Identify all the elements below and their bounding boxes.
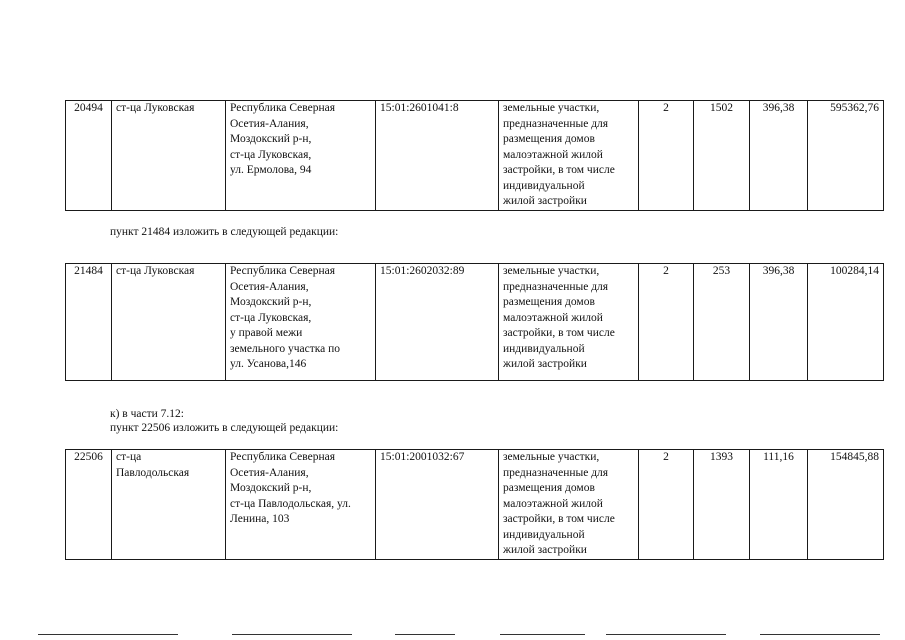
purpose-line: застройки, в том числе	[503, 164, 615, 176]
address-line: Осетия-Алания,	[230, 117, 309, 130]
rate-cell: 111,16	[750, 450, 808, 560]
table-entry-22506	[65, 449, 884, 560]
purpose-line: жилой застройки	[503, 195, 587, 207]
address-line: Республика Северная	[230, 265, 336, 277]
area-cell: 1393	[694, 450, 750, 560]
locality-cell: ст-ца Луковская	[112, 101, 226, 211]
land-purpose-cell	[499, 264, 639, 381]
scan-rule	[500, 634, 585, 635]
paragraph-amend-21484: пункт 21484 изложить в следующей редакции:	[110, 226, 339, 238]
paragraph-part-7-12: к) в части 7.12:	[110, 408, 184, 420]
rate-cell: 396,38	[750, 264, 808, 381]
category-cell: 2	[639, 264, 694, 381]
area-cell: 253	[694, 264, 750, 381]
paragraph-amend-22506: пункт 22506 изложить в следующей редакции:	[110, 422, 339, 434]
table-row	[66, 450, 884, 560]
value-cell: 595362,76	[808, 101, 884, 211]
purpose-line: жилой застройки	[503, 358, 587, 370]
purpose-line: предназначенные для	[503, 117, 609, 130]
address-line: ст-ца Луковская,	[230, 148, 312, 161]
locality-cell: ст-ца Луковская	[112, 264, 226, 381]
purpose-line: размещения домов	[503, 296, 595, 308]
address-cell	[226, 264, 376, 381]
scan-rule	[395, 634, 455, 635]
area-cell: 1502	[694, 101, 750, 211]
row-number: 20494	[66, 101, 112, 211]
purpose-line: индивидуальной	[503, 179, 585, 192]
cadastral-number-cell: 15:01:2601041:8	[376, 101, 499, 211]
address-line: Осетия-Алания,	[230, 280, 309, 293]
scan-rule	[760, 634, 880, 635]
land-purpose-cell	[499, 101, 639, 211]
purpose-line: индивидуальной	[503, 342, 585, 355]
value-cell: 154845,88	[808, 450, 884, 560]
table-entry-20494	[65, 100, 884, 211]
scan-rule	[232, 634, 352, 635]
scan-rule	[606, 634, 726, 635]
table-entry-21484	[65, 263, 884, 381]
purpose-line: земельные участки,	[503, 102, 600, 114]
category-cell: 2	[639, 101, 694, 211]
purpose-line: жилой застройки	[503, 544, 587, 556]
purpose-line: предназначенные для	[503, 280, 609, 293]
purpose-line: земельные участки,	[503, 265, 600, 277]
address-line: земельного участка по	[230, 342, 341, 355]
purpose-line: малоэтажной жилой	[503, 311, 603, 324]
address-line: Осетия-Алания,	[230, 466, 309, 479]
address-line: Моздокский р-н,	[230, 482, 312, 494]
address-cell	[226, 101, 376, 211]
cadastral-number-cell: 15:01:2602032:89	[376, 264, 499, 381]
address-line: у правой межи	[230, 327, 303, 339]
purpose-line: застройки, в том числе	[503, 327, 615, 339]
cadastral-number-cell: 15:01:2001032:67	[376, 450, 499, 560]
purpose-line: предназначенные для	[503, 466, 609, 479]
table-row	[66, 264, 884, 381]
table-row	[66, 101, 884, 211]
purpose-line: малоэтажной жилой	[503, 497, 603, 510]
value-cell: 100284,14	[808, 264, 884, 381]
scan-rule	[38, 634, 178, 635]
category-cell: 2	[639, 450, 694, 560]
address-line: Республика Северная	[230, 102, 336, 114]
address-cell	[226, 450, 376, 560]
purpose-line: размещения домов	[503, 133, 595, 145]
locality-line: ст-ца	[116, 451, 142, 463]
address-line: ст-ца Луковская,	[230, 311, 312, 324]
purpose-line: размещения домов	[503, 482, 595, 494]
address-line: Моздокский р-н,	[230, 133, 312, 145]
row-number: 22506	[66, 450, 112, 560]
address-line: Моздокский р-н,	[230, 296, 312, 308]
purpose-line: индивидуальной	[503, 528, 585, 541]
address-line: ст-ца Павлодольская, ул.	[230, 497, 351, 510]
address-line: ул. Ермолова, 94	[230, 164, 312, 176]
locality-line: Павлодольская	[116, 466, 190, 479]
land-purpose-cell	[499, 450, 639, 560]
purpose-line: малоэтажной жилой	[503, 148, 603, 161]
address-line: ул. Усанова,146	[230, 358, 307, 370]
purpose-line: застройки, в том числе	[503, 513, 615, 525]
purpose-line: земельные участки,	[503, 451, 600, 463]
rate-cell: 396,38	[750, 101, 808, 211]
address-line: Республика Северная	[230, 451, 336, 463]
locality-cell	[112, 450, 226, 560]
row-number: 21484	[66, 264, 112, 381]
address-line: Ленина, 103	[230, 513, 290, 525]
